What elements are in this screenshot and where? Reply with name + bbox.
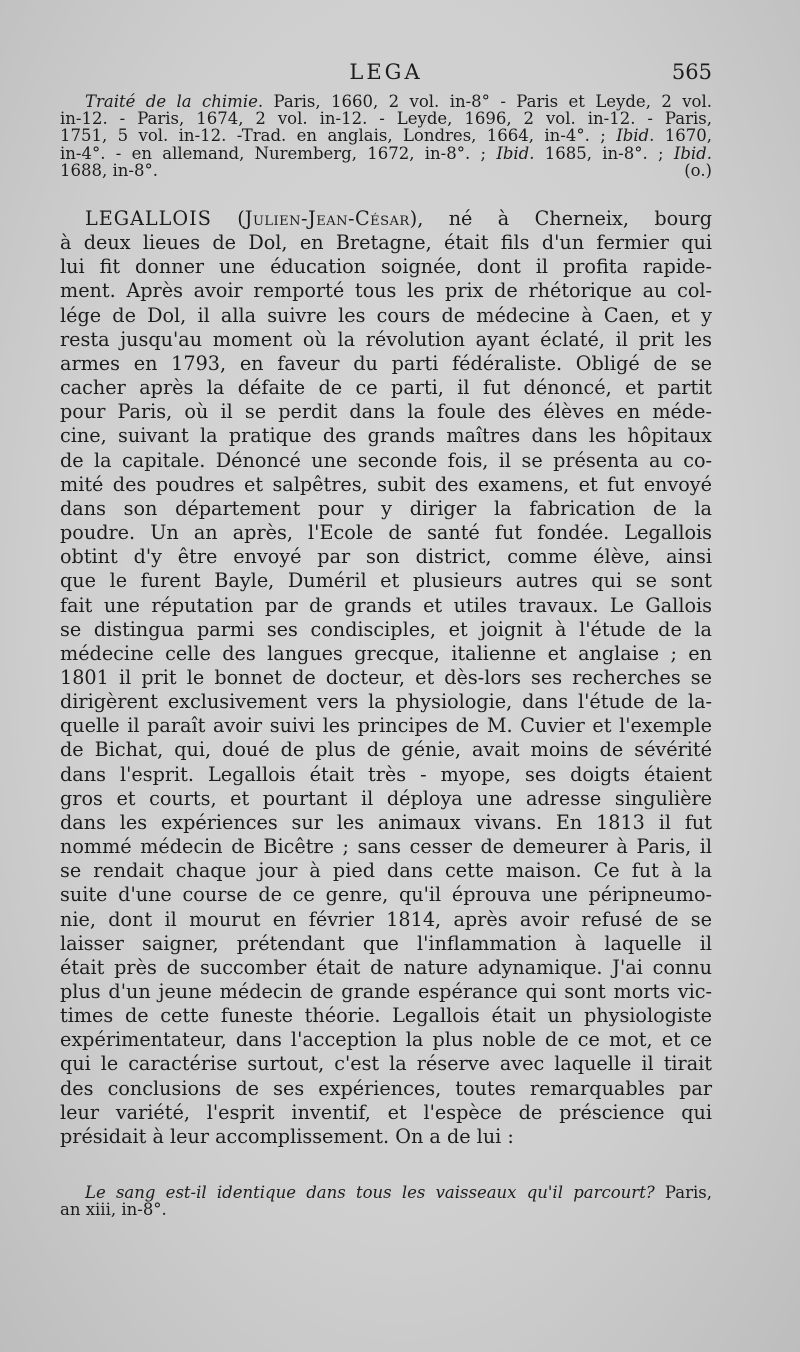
biography-line: LEGALLOIS (Julien-Jean-César), né à Cherneix, bourg: [85, 207, 712, 230]
biography-line: gros et courts, et pourtant il déploya une adresse singulière: [60, 786, 712, 810]
biography-line: dans les expériences sur les animaux vivans. En 1813 il fut: [60, 810, 712, 834]
entry-forenames: Julien-Jean-César: [244, 207, 410, 230]
page-number: 565: [671, 60, 712, 84]
work-entry-line: Le sang est-il identique dans tous les vaisseaux qu'il parcourt? Paris,: [85, 1183, 712, 1202]
biography-line: leur variété, l'esprit inventif, et l'espèce de préscience qui: [60, 1100, 712, 1124]
biography-line: fait une réputation par de grands et utiles travaux. Le Gallois: [60, 593, 712, 617]
biography-line: ment. Après avoir remporté tous les prix de rhétorique au col-: [60, 279, 712, 303]
biography-line: de Bichat, qui, doué de plus de génie, avait moins de sévérité: [60, 738, 712, 762]
biography-line: était près de succomber était de nature adynamique. J'ai connu: [60, 955, 712, 979]
biography-line: que le furent Bayle, Duméril et plusieurs autres qui se sont: [60, 569, 712, 593]
bibliography-line: in-12. - Paris, 1674, 2 vol. in-12. - Leyde, 1696, 2 vol. in-12. - Paris,: [60, 109, 712, 129]
biography-line: times de cette funeste théorie. Legallois était un physiologiste: [60, 1004, 712, 1028]
biography-line: pour Paris, où il se perdit dans la foule des élèves en méde-: [60, 400, 712, 424]
biography-line: cine, suivant la pratique des grands maîtres dans les hôpitaux: [60, 424, 712, 448]
biography-line: se distingua parmi ses condisciples, et joignit à l'étude de la: [60, 617, 712, 641]
biography-line: resta jusqu'au moment où la révolution ayant éclaté, il prit les: [60, 327, 712, 351]
bibliography-line: Traité de la chimie. Paris, 1660, 2 vol. in-8° - Paris et Leyde, 2 vol.: [85, 92, 713, 111]
works-list: [60, 1184, 712, 1218]
biography-line: lége de Dol, il alla suivre les cours de médecine à Caen, et y: [60, 303, 712, 327]
biography-line: médecine celle des langues grecque, italienne et anglaise ; en: [60, 641, 712, 665]
biography-line: dans l'esprit. Legallois était très - myope, ses doigts étaient: [60, 762, 712, 786]
work-title: Traité de la chimie.: [85, 92, 264, 111]
running-head: [60, 60, 712, 90]
author-signature: (o.): [684, 160, 712, 180]
biography-line: qui le caractérise surtout, c'est la réserve avec laquelle il tirait: [60, 1052, 712, 1076]
biography-line: nie, dont il mourut en février 1814, après avoir refusé de se: [60, 907, 712, 931]
biography-line: dans son département pour y diriger la fabrication de la: [60, 496, 712, 520]
biography-line: poudre. Un an après, l'Ecole de santé fut fondée. Legallois: [60, 521, 712, 545]
biography-line: plus d'un jeune médecin de grande espérance qui sont morts vic-: [60, 980, 712, 1003]
biography-line: 1801 il prit le bonnet de docteur, et dès-lors ses recherches se: [60, 665, 712, 689]
biography-line: lui fit donner une éducation soignée, dont il profita rapide-: [60, 255, 712, 279]
biography-line: cacher après la défaite de ce parti, il fut dénoncé, et partit: [60, 376, 712, 400]
bibliography-line: 1751, 5 vol. in-12. -Trad. en anglais, Londres, 1664, in-4°. ; Ibid. 1670,: [60, 126, 712, 146]
biography-line: armes en 1793, en faveur du parti fédéraliste. Obligé de se: [60, 351, 712, 375]
biography-line: à deux lieues de Dol, en Bretagne, était fils d'un fermier qui: [60, 231, 712, 255]
biography-line: quelle il paraît avoir suivi les principes de M. Cuvier et l'exemple: [60, 714, 712, 738]
biography-line: de la capitale. Dénoncé une seconde fois, il se présenta au co-: [60, 448, 712, 472]
bibliography-line: in-4°. - en allemand, Nuremberg, 1672, in-8°. ; Ibid. 1685, in-8°. ; Ibid.: [60, 143, 712, 163]
bibliography-line: 1688, in-8°. (o.): [60, 160, 712, 180]
biography-line: expérimentateur, dans l'acception la plus noble de ce mot, et ce: [60, 1028, 712, 1052]
biography-line: des conclusions de ses expériences, toutes remarquables par: [60, 1076, 712, 1100]
biography-line: présidait à leur accomplissement. On a de lui :: [60, 1124, 514, 1148]
work-title: Le sang est-il identique dans tous les vaisseaux qu'il parcourt?: [85, 1183, 655, 1202]
running-title: LEGA: [349, 60, 423, 84]
biography-line: mité des poudres et salpêtres, subit des examens, et fut envoyé: [60, 472, 712, 496]
previous-entry-bibliography: [60, 93, 712, 179]
work-entry-line: an xiii, in-8°.: [60, 1200, 167, 1220]
biography-line: se rendait chaque jour à pied dans cette maison. Ce fut à la: [60, 859, 712, 883]
biography-line: dirigèrent exclusivement vers la physiologie, dans l'étude de la-: [60, 690, 712, 714]
biography-line: laisser saigner, prétendant que l'inflammation à laquelle il: [60, 931, 712, 955]
biography-line: obtint d'y être envoyé par son district, comme élève, ainsi: [60, 545, 712, 569]
biography-entry: [60, 207, 712, 1149]
entry-name: LEGALLOIS: [85, 207, 212, 230]
biography-line: suite d'une course de ce genre, qu'il éprouva une péripneumo-: [60, 883, 712, 907]
biography-line: nommé médecin de Bicêtre ; sans cesser de demeurer à Paris, il: [60, 835, 712, 859]
